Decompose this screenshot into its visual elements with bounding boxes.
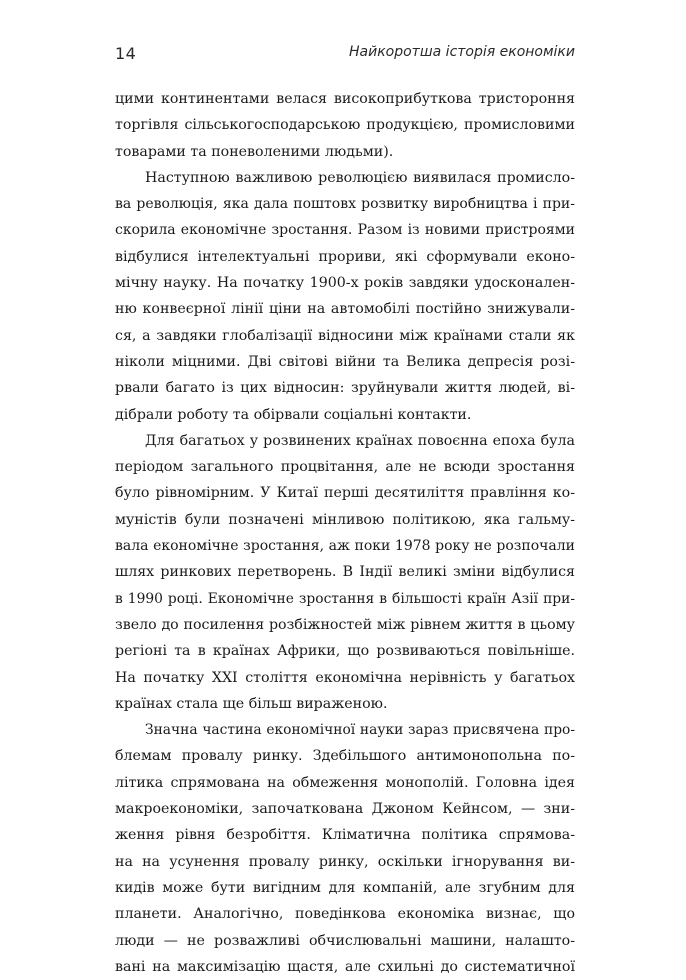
text-line: скорила економічне зростання. Разом із новими пристроями bbox=[115, 222, 575, 239]
text-line: планети. Аналогічно, поведінкова економіка визнає, що bbox=[115, 906, 575, 923]
text-line: блемам провалу ринку. Здебільшого антимонопольна по- bbox=[115, 748, 575, 765]
text-line: ніколи міцними. Дві світові війни та Велика депресія розі- bbox=[115, 353, 575, 370]
page-number: 14 bbox=[115, 44, 137, 63]
text-line: ся, а завдяки глобалізації відносини між країнами стали як bbox=[115, 327, 575, 344]
text-line: ва революція, яка дала поштовх розвитку виробництва і при- bbox=[115, 196, 575, 213]
text-line: регіоні та в країнах Африки, що розвиваються повільніше. bbox=[115, 643, 575, 660]
text-line: вані на максимізацію щастя, але схильні до систематичної bbox=[115, 958, 575, 975]
text-line: торгівля сільськогосподарською продукцією, промисловими bbox=[115, 117, 575, 134]
text-line: відбулися інтелектуальні прориви, які сформували еконо- bbox=[115, 248, 575, 265]
text-line: кидів може бути вигідним для компаній, але згубним для bbox=[115, 879, 575, 896]
text-line: цими континентами велася високоприбуткова тристороння bbox=[115, 91, 575, 107]
page-header bbox=[115, 44, 575, 74]
text-line: літика спрямована на обмеження монополій. Головна ідея bbox=[115, 774, 575, 791]
text-line: На початку XXI століття економічна нерівність у багатьох bbox=[115, 669, 575, 686]
text-line: шлях ринкових перетворень. В Індії великі зміни відбулися bbox=[115, 564, 575, 581]
text-line: країнах стала ще більш вираженою. bbox=[115, 695, 388, 712]
text-line: Значна частина економічної науки зараз присвячена про- bbox=[145, 722, 575, 739]
text-line: ження рівня безробіття. Кліматична політика спрямова- bbox=[115, 827, 575, 844]
text-line: звело до посилення розбіжностей між рівнем життя в цьому bbox=[115, 616, 575, 633]
running-title: Найкоротша історія економіки bbox=[349, 44, 575, 60]
text-line: вала економічне зростання, аж поки 1978 року не розпочали bbox=[115, 538, 575, 555]
text-line: ню конвеєрної лінії ціни на автомобілі постійно знижували- bbox=[115, 301, 575, 318]
text-line: в 1990 році. Економічне зростання в більшості країн Азії при- bbox=[115, 590, 575, 607]
text-line: товарами та поневоленими людьми). bbox=[115, 143, 394, 160]
text-line: періодом загального процвітання, але не всюди зростання bbox=[115, 459, 575, 476]
text-line: рвали багато із цих відносин: зруйнували життя людей, ві- bbox=[115, 380, 575, 397]
text-line: було рівномірним. У Китаї перші десятиліття правління ко- bbox=[115, 485, 575, 502]
text-line: люди — не розважливі обчислювальні машини, налашто- bbox=[115, 932, 575, 949]
text-line: муністів були позначені мінливою політикою, яка гальму- bbox=[115, 511, 575, 528]
text-line: мічну науку. На початку 1900-х років завдяки удосконален- bbox=[115, 275, 575, 292]
text-line: дібрали роботу та обірвали соціальні контакти. bbox=[115, 406, 472, 423]
body-text bbox=[115, 86, 575, 980]
text-line: Наступною важливою революцією виявилася промисло- bbox=[145, 169, 575, 186]
text-line: Для багатьох у розвинених країнах повоєнна епоха була bbox=[145, 432, 575, 449]
text-line: на на усунення провалу ринку, оскільки ігнорування ви- bbox=[115, 853, 575, 870]
text-line: макроекономіки, започаткована Джоном Кейнсом, — зни- bbox=[115, 801, 575, 818]
